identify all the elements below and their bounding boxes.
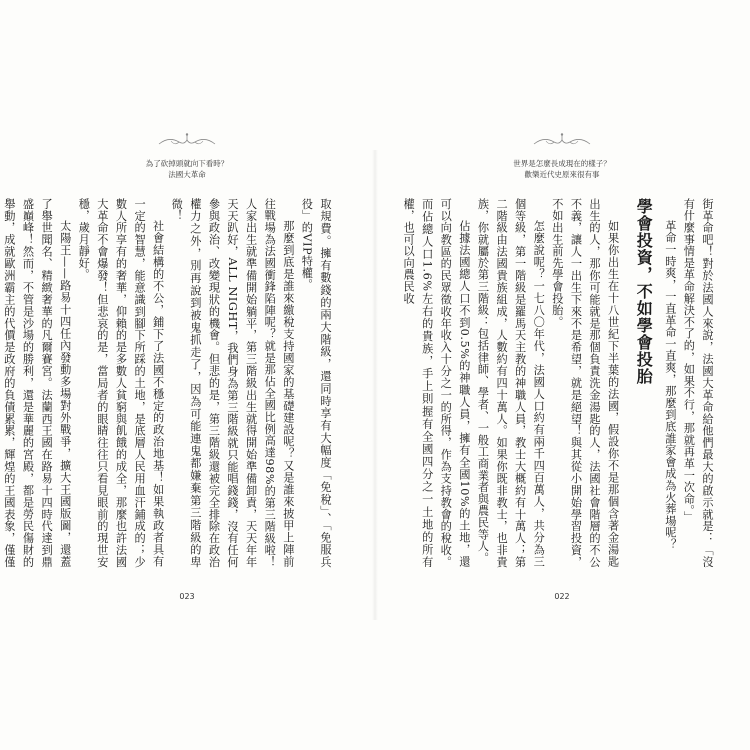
running-head xyxy=(462,158,662,180)
section-heading: 學會投資，不如學會投胎 xyxy=(634,198,654,385)
scroll-flourish-icon xyxy=(532,132,592,150)
paragraph: 革命一時爽，一直革命一直爽，那麼到底誰家會成為火葬場呢？ xyxy=(663,220,677,551)
body-text xyxy=(398,198,716,568)
paragraph: 社會結構的不公，鋪下了法國不穩定的政治地基！如果執政者具有一定的智慧，能意識到腳下所踩的土地，是底層人民用血汗鋪成的；少數人所享有的奢華，仰賴的是多數人貧窮與飢餓的成全，那麼也許法國大革命不會爆發！但悲哀的是，當局者的眼睛往往只看見眼前的現世安穩，歲月靜好。 xyxy=(77,198,165,568)
paragraph: 街革命吧！對於法國人來說，法國大革命給他們最大的啟示就是：「沒有什麼事情是革命解決不了的，如果不行，那就再革一次命。」 xyxy=(682,198,714,568)
running-head-title: 為了砍掉頭就向下看時？ xyxy=(145,159,229,168)
scroll-flourish-icon xyxy=(157,132,217,150)
running-head-title: 世界是怎麼長成現在的樣子？ xyxy=(513,159,611,168)
running-head xyxy=(87,158,287,180)
running-head-subtitle: 歡樂近代史原來很有事 xyxy=(524,170,600,179)
paragraph: 太陽王——路易十四任內發動多場對外戰爭，擴大王國版圖，還蓋了舉世聞名、精緻奢華的凡爾賽宮。法蘭西王國在路易十四時代達到鼎盛巔峰！然而，不管是沙場的勝利，還是華麗的宮殿，都是勞民傷財的舉動，成就歐洲霸主的代價是政府的負債累累，輝煌的王國表象，僅僅 xyxy=(2,198,72,568)
page-number: 022 xyxy=(554,592,570,601)
page-number: 023 xyxy=(179,592,195,601)
paragraph: 佔據法國總人口不到0.5%的神職人員，擁有全國10%的土地，還可以向教區的民眾徵收年收入十分之一的所得，作為支持教會的稅收。而佔總人口1.6%左右的貴族，手上則握有全國四分之一土地的所有權，也可以向農民收 xyxy=(402,198,471,568)
paragraph: 如果你出生在十八世紀下半葉的法國，假設你不是那個含著金湯匙出生的人，那你可能就是那個負責洗金湯匙的人，法國社會階層的不公不義，讓人一出生下來不是希望，就是絕望！與其從小開始學習投資，不如出生前先學會投胎。 xyxy=(550,198,620,568)
paragraph: 怎麼說呢？一七八〇年代，法國人口約有兩千四百萬人，共分為三個等級，第一階級是羅馬天主教的神職人員，教士大概約有十萬人；第二階級由法國貴族組成，人數約有四十萬人。如果你既非教士，也非貴族，你就屬於第三階級：包括律師、學者、一般工商業者與農民等人。 xyxy=(476,198,546,568)
body-text xyxy=(2,198,334,568)
paragraph: 取規費。擁有數錢的兩大階級，還同時享有大幅度「免稅」、「免服兵役」的VIP特權。 xyxy=(300,198,332,568)
paragraph: 那麼到底是誰來繳稅支持國家的基礎建設呢？又是誰來披甲上陣前往戰場為法國衝鋒陷陣呢？就是那佔全國比例高達98%的第三階級啦！人家出生就準備開始躺平，第三階級出生就得開始準備卸責，天天年年天天趴好，ALL NIGHT，我們身為第三階級就只能唱錢錢，沒有任何參與政治、改變現狀的機會。但悲的是，第三階級還被完全排除在政治權力之外，別再說到被鬼抓走了，因為可能連鬼都嫌棄第三階級的卑微！ xyxy=(170,198,295,568)
running-head-subtitle: 法國大革命 xyxy=(168,170,206,179)
